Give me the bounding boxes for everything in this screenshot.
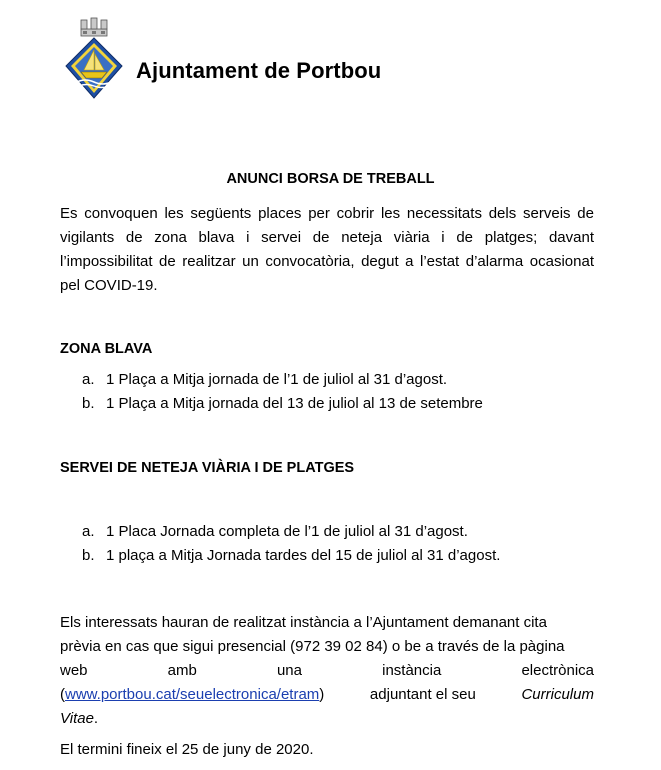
- zona-blava-list: [60, 368, 620, 416]
- closing-word: amb: [167, 662, 197, 679]
- closing-word: instància: [382, 662, 442, 679]
- deadline-text: El termini fineix el 25 de juny de 2020.: [60, 741, 314, 758]
- list-marker: a.: [82, 371, 95, 388]
- municipal-crest-logo: [64, 14, 124, 102]
- section-heading-zona-blava: ZONA BLAVA: [60, 341, 153, 357]
- italic-text: Vitae: [60, 710, 94, 727]
- closing-text: adjuntant el seu: [369, 686, 476, 703]
- paren-open: (: [60, 686, 65, 703]
- closing-line: [60, 659, 594, 683]
- closing-word: una: [276, 662, 302, 679]
- list-marker: a.: [82, 523, 95, 540]
- list-marker: b.: [82, 395, 95, 412]
- paren-close: ): [319, 686, 325, 703]
- list-item: [60, 544, 620, 568]
- list-item-text: 1 Plaça a Mitja jornada del 13 de juliol al 13 de setembre: [106, 395, 483, 412]
- seu-electronica-link[interactable]: www.portbou.cat/seuelectronica/etram: [65, 686, 320, 703]
- closing-line: [60, 707, 594, 731]
- section-heading-neteja: SERVEI DE NETEJA VIÀRIA I DE PLATGES: [60, 460, 355, 476]
- closing-word: web: [60, 662, 88, 679]
- closing-text: prèvia en cas que sigui presencial (972 39 02 84) o be a través de la pàgina: [60, 638, 565, 655]
- closing-paragraph: [60, 611, 594, 731]
- letterhead: [64, 14, 484, 104]
- closing-word: electrònica: [521, 662, 594, 679]
- shield-icon: [66, 38, 122, 98]
- list-item: [60, 368, 620, 392]
- intro-paragraph: Es convoquen les següents places per cobrir les necessitats dels serveis de vigilants de zona blava i servei de neteja viària i de platges; davant l’impossibilitat de realitzar un convocatòria, degut a l’estat d’alarma ocasionat pel COVID-19.: [60, 205, 594, 294]
- list-item: [60, 392, 620, 416]
- crown-icon: [81, 18, 107, 36]
- link-wrapper: [60, 683, 324, 707]
- closing-punct: .: [93, 710, 99, 727]
- list-item-text: 1 plaça a Mitja Jornada tardes del 15 de juliol al 31 d’agost.: [106, 547, 501, 564]
- neteja-list: [60, 520, 620, 568]
- list-item: [60, 520, 620, 544]
- italic-text: Curriculum: [521, 686, 594, 703]
- closing-text: Els interessats hauran de realitzat instància a l’Ajuntament demanant cita: [60, 614, 547, 631]
- list-item-text: 1 Placa Jornada completa de l’1 de juliol al 31 d’agost.: [106, 523, 468, 540]
- list-marker: b.: [82, 547, 95, 564]
- closing-line: [60, 683, 594, 707]
- closing-line: [60, 635, 594, 659]
- list-item-text: 1 Plaça a Mitja jornada de l’1 de juliol al 31 d’agost.: [106, 371, 448, 388]
- organization-name: Ajuntament de Portbou: [136, 58, 382, 83]
- closing-line: [60, 611, 594, 635]
- document-title: ANUNCI BORSA DE TREBALL: [226, 171, 435, 187]
